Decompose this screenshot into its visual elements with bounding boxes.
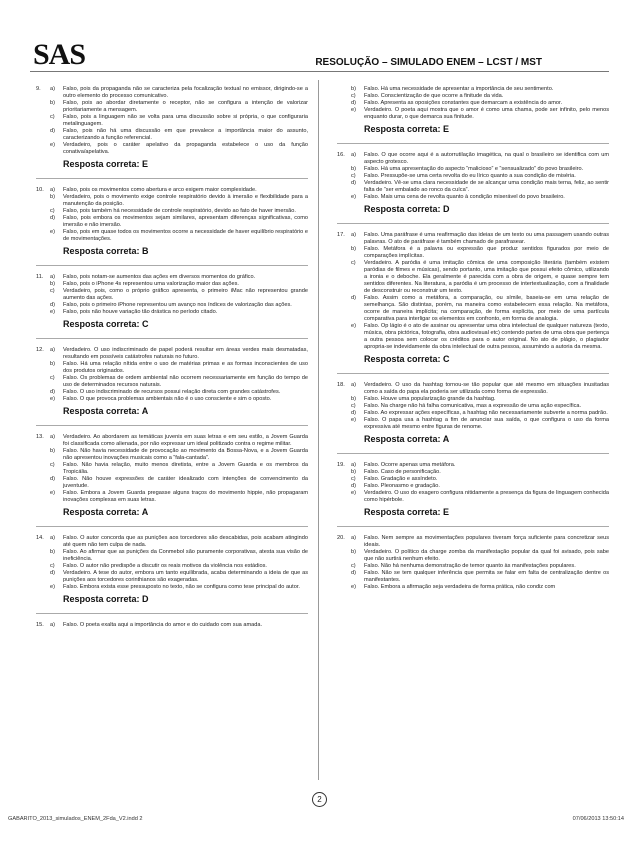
question-number xyxy=(337,410,351,417)
option-letter: b) xyxy=(50,361,55,367)
option-text: Falso. Caso de personificação. xyxy=(364,469,441,475)
option-text: Falso. Metáfora é a palavra ou expressão que produz sentidos figurados por meio de comparações implícitas. xyxy=(364,246,609,259)
question-number xyxy=(36,128,50,142)
answer-option xyxy=(36,563,308,570)
footer-timestamp: 07/06/2013 13:50:14 xyxy=(572,816,624,822)
footer-filename: GABARITO_2013_simulados_ENEM_2Fda_V2.indd 2 xyxy=(8,816,143,822)
option-text: Falso. Ocorre apenas uma metáfora. xyxy=(364,462,456,468)
answer-option xyxy=(337,180,609,194)
option-text: Falso, pois notam-se aumentos das ações em diversos momentos do gráfico. xyxy=(63,274,256,280)
question-block xyxy=(36,86,308,170)
question-block xyxy=(337,86,609,135)
question-number: 15. xyxy=(36,622,44,628)
option-text: Falso. Não havia necessidade de provocação ao movimento da Bossa-Nova, e a Jovem Guarda não apresentou inovações musicais como a “fala-cantada”. xyxy=(63,448,308,461)
question-number xyxy=(337,584,351,591)
question-block xyxy=(36,434,308,518)
question-block xyxy=(337,462,609,518)
answer-option xyxy=(337,295,609,323)
option-letter: e) xyxy=(50,229,55,235)
question-number: 10. xyxy=(36,187,44,193)
option-letter: c) xyxy=(351,403,356,409)
question-number: 16. xyxy=(337,152,345,158)
question-number xyxy=(36,389,50,396)
option-letter: c) xyxy=(351,173,356,179)
question-number xyxy=(337,490,351,504)
question-separator xyxy=(337,373,609,374)
question-block xyxy=(36,187,308,257)
option-text: Falso. Nem sempre as movimentações populares tiveram força suficiente para concretizar seus ideais. xyxy=(364,535,609,548)
answer-option xyxy=(337,535,609,549)
answer-option xyxy=(337,323,609,351)
option-text: Falso. Os problemas de ordem ambiental não ocorrem necessariamente em função do tempo de uso de determinados recursos naturais. xyxy=(63,375,308,388)
answer-option xyxy=(337,462,609,469)
question-block xyxy=(36,274,308,330)
answer-option xyxy=(36,389,308,396)
question-number: 20. xyxy=(337,535,345,541)
answer-option xyxy=(337,166,609,173)
correct-answer: Resposta correta: E xyxy=(364,507,450,517)
option-text: Falso. Uma paráfrase é uma reafirmação das ideias de um texto ou uma passagem usando outras palavras. O ato de paráfrase é também chamado de parafrasear. xyxy=(364,232,609,245)
question-block xyxy=(337,232,609,365)
question-number xyxy=(337,396,351,403)
option-letter: a) xyxy=(50,622,55,628)
option-letter: a) xyxy=(351,462,356,468)
correct-answer: Resposta correta: C xyxy=(364,354,450,364)
option-letter: a) xyxy=(50,347,55,353)
answer-option xyxy=(36,229,308,243)
option-letter: d) xyxy=(351,180,356,186)
option-letter: b) xyxy=(351,166,356,172)
answer-option xyxy=(36,194,308,208)
option-text: Falso. O papa usa a hashtag a fim de anunciar sua saída, o que configura o uso da forma expressiva até mesmo entre figuras de renome. xyxy=(364,417,609,430)
option-text: Falso. Embora exista esse pressuposto no texto, não se configura como tese principal do autor. xyxy=(63,584,300,590)
answer-option xyxy=(36,281,308,288)
option-letter: c) xyxy=(50,288,55,294)
option-letter: e) xyxy=(351,323,356,329)
question-number xyxy=(337,295,351,323)
option-letter: b) xyxy=(50,100,55,106)
question-number xyxy=(337,549,351,563)
answer-option xyxy=(36,535,308,549)
option-letter: a) xyxy=(50,86,55,92)
question-number xyxy=(337,417,351,431)
answer-option xyxy=(337,100,609,107)
answer-option xyxy=(36,86,308,100)
correct-answer: Resposta correta: E xyxy=(364,124,450,134)
question-number xyxy=(337,173,351,180)
option-letter: c) xyxy=(351,260,356,266)
question-number xyxy=(337,107,351,121)
question-number xyxy=(337,476,351,483)
option-letter: e) xyxy=(351,417,356,423)
option-text: Falso. Há uma apresentação do aspecto “malicioso” e “sensualizado” do povo brasileiro. xyxy=(364,166,584,172)
answer-option xyxy=(36,309,308,316)
page-number: 2 xyxy=(312,792,327,807)
option-text: Verdadeiro. O poeta aqui mostra que o amor é como uma chama, pode ser infinito, pelo menos enquanto durar, o que demarca sua finitude. xyxy=(364,107,609,120)
option-text: Falso. O que provoca problemas ambientais não é o uso consciente e sim o oposto. xyxy=(63,396,272,402)
question-number xyxy=(36,396,50,403)
answer-option xyxy=(337,476,609,483)
question-number xyxy=(36,570,50,584)
answer-option xyxy=(337,152,609,166)
option-text: Falso. Conscientização de que ocorre a finitude da vida. xyxy=(364,93,504,99)
question-number xyxy=(36,100,50,114)
answer-option xyxy=(337,469,609,476)
option-text: Falso, pois da propaganda não se caracteriza pela focalização textual no emissor, dirigindo-se a outro elemento do processo comunicativo. xyxy=(63,86,308,99)
answer-option xyxy=(36,114,308,128)
question-number xyxy=(36,563,50,570)
option-letter: b) xyxy=(351,246,356,252)
question-number xyxy=(36,194,50,208)
question-number: 19. xyxy=(337,462,345,468)
answer-option xyxy=(337,410,609,417)
answer-option xyxy=(36,622,308,629)
option-text: Falso. Houve uma popularização grande da hashtag. xyxy=(364,396,496,402)
answer-option xyxy=(36,396,308,403)
logo: SAS xyxy=(33,38,86,71)
answer-option xyxy=(337,584,609,591)
option-text: Falso. Há uma necessidade de apresentar a importância de seu sentimento. xyxy=(364,86,554,92)
option-letter: a) xyxy=(351,152,356,158)
question-number: 13. xyxy=(36,434,44,440)
question-number xyxy=(337,469,351,476)
question-number: 9. xyxy=(36,86,41,92)
question-number: 17. xyxy=(337,232,345,238)
page-title: RESOLUÇÃO – SIMULADO ENEM – LCST / MST xyxy=(315,57,542,68)
correct-answer: Resposta correta: A xyxy=(364,434,450,444)
question-number: 18. xyxy=(337,382,345,388)
question-block xyxy=(36,535,308,605)
option-letter: e) xyxy=(50,584,55,590)
question-number xyxy=(36,476,50,490)
option-letter: c) xyxy=(50,208,55,214)
option-letter: e) xyxy=(50,490,55,496)
option-text: Falso. O que ocorre aqui é a autorrutilação imagética, na qual o brasileiro se identifica com um aspecto grotesco. xyxy=(364,152,609,165)
answer-option xyxy=(36,434,308,448)
correct-answer: Resposta correta: B xyxy=(63,246,149,256)
question-number: 14. xyxy=(36,535,44,541)
question-separator xyxy=(337,143,609,144)
question-separator xyxy=(337,223,609,224)
option-letter: e) xyxy=(50,309,55,315)
answer-option xyxy=(36,187,308,194)
option-text: Verdadeiro, pois o caráter apelativo da propaganda estabelece o uso da função conativa/apelativa. xyxy=(63,142,308,155)
question-number xyxy=(36,215,50,229)
correct-answer: Resposta correta: D xyxy=(63,594,149,604)
option-text: Falso. Não se tem qualquer inferência que permita se falar em falta de centralização dentre os manifestantes. xyxy=(364,570,609,583)
question-separator xyxy=(36,265,308,266)
question-block xyxy=(337,152,609,215)
option-letter: b) xyxy=(50,194,55,200)
option-text: Falso. Na charge não há falha comunicativa, mas a expressão de uma ação específica. xyxy=(364,403,582,409)
answer-option xyxy=(36,361,308,375)
option-text: Verdadeiro. A paródia é uma imitação cômica de uma composição literária (também existem paródias de filmes e músicas), sendo portanto, uma imitação que possui efeito cômico, utilizando a ironia e o deboche. Ela geralmente é parecida com a obra de origem, e quase sempre tem sentidos diferentes. Na literatura, a paródia é um processo de intertextualização, com a finalidade de desconstruir ou reconstruir um texto. xyxy=(364,260,609,294)
question-separator xyxy=(36,425,308,426)
question-separator xyxy=(337,453,609,454)
right-column xyxy=(337,86,609,591)
option-letter: b) xyxy=(351,86,356,92)
answer-option xyxy=(337,93,609,100)
option-letter: d) xyxy=(351,410,356,416)
option-text: Verdadeiro. O uso do exagero configura nitidamente a presença da figura de linguagem conhecida como hipérbole. xyxy=(364,490,609,503)
option-text: Falso. O poeta exalta aqui a importância do amor e do cuidado com sua amada. xyxy=(63,622,263,628)
option-text: Falso. Apresenta as oposições constantes que demarcam a existência do amor. xyxy=(364,100,563,106)
answer-option xyxy=(36,128,308,142)
left-column xyxy=(36,86,308,629)
option-letter: b) xyxy=(50,549,55,555)
option-letter: a) xyxy=(50,535,55,541)
option-letter: d) xyxy=(50,389,55,395)
question-number xyxy=(36,309,50,316)
option-text: Falso. Embora a afirmação seja verdadeira de forma prática, não condiz com xyxy=(364,584,556,590)
answer-option xyxy=(337,382,609,396)
column-divider xyxy=(318,80,319,780)
question-number xyxy=(36,229,50,243)
answer-option xyxy=(36,584,308,591)
question-number xyxy=(337,483,351,490)
option-letter: d) xyxy=(50,476,55,482)
question-number xyxy=(337,86,351,93)
option-text: Falso. Assim como a metáfora, a comparação, ou símile, baseia-se em uma relação de semelhança. São distintas, porém, na maneira como estabelecem essa relação. Na metáfora, ocorre de maneira implícita; na comparação, de forma explícita, por meio de uma partícula comparativa para interligar os elementos em confronto, em forma de analogia. xyxy=(364,295,609,322)
option-letter: c) xyxy=(351,476,356,482)
question-number xyxy=(337,260,351,295)
option-letter: d) xyxy=(50,302,55,308)
option-text: Falso. O autor não predispõe a discutir os reais motivos da violência nos estádios. xyxy=(63,563,267,569)
option-letter: d) xyxy=(50,570,55,576)
answer-option xyxy=(337,563,609,570)
option-letter: e) xyxy=(351,490,356,496)
answer-option xyxy=(337,86,609,93)
option-letter: c) xyxy=(351,93,356,99)
option-letter: e) xyxy=(50,142,55,148)
option-letter: c) xyxy=(50,462,55,468)
option-letter: a) xyxy=(50,187,55,193)
option-text: Falso, pois o primeiro iPhone representou um avanço nos índices de valorização das ações. xyxy=(63,302,292,308)
answer-option xyxy=(337,490,609,504)
option-letter: e) xyxy=(351,194,356,200)
question-number xyxy=(337,323,351,351)
option-text: Falso, pois também há necessidade de controle respiratório, devido ao fato de haver imersão. xyxy=(63,208,296,214)
question-number xyxy=(36,288,50,302)
question-number: 12. xyxy=(36,347,44,353)
question-separator xyxy=(36,338,308,339)
option-letter: a) xyxy=(50,434,55,440)
correct-answer: Resposta correta: A xyxy=(63,507,149,517)
answer-option xyxy=(337,570,609,584)
option-text: Falso. Embora a Jovem Guarda pregasse alguns traços do movimento hippie, não propagaram inovações complexas em suas letras. xyxy=(63,490,308,503)
correct-answer: Resposta correta: D xyxy=(364,204,450,214)
option-letter: d) xyxy=(50,128,55,134)
question-number xyxy=(36,462,50,476)
option-text: Falso. Pleonasmo e gradação. xyxy=(364,483,440,489)
option-text: Falso. Gradação e assíndeto. xyxy=(364,476,438,482)
question-number xyxy=(36,281,50,288)
answer-option xyxy=(337,396,609,403)
option-letter: a) xyxy=(351,232,356,238)
option-text: Falso, pois ao abordar diretamente o receptor, não se configura a intenção de valorizar prioritariamente a mensagem. xyxy=(63,100,308,113)
option-letter: b) xyxy=(351,549,356,555)
option-text: Falso. Não havia relação, muito menos diretista, entre a Jovem Guarda e os membros da Tropicália. xyxy=(63,462,308,475)
option-text: Falso. Pressupõe-se uma certa revolta do eu lírico quanto a sua condição de miséria. xyxy=(364,173,576,179)
question-number xyxy=(36,142,50,156)
answer-option xyxy=(36,142,308,156)
correct-answer: Resposta correta: E xyxy=(63,159,149,169)
option-text: Falso. Ao expressar ações específicas, a hashtag não necessariamente subverte a norma padrão. xyxy=(364,410,608,416)
answer-option xyxy=(36,476,308,490)
option-letter: e) xyxy=(50,396,55,402)
answer-option xyxy=(36,490,308,504)
answer-option xyxy=(36,208,308,215)
answer-option xyxy=(36,288,308,302)
option-text: Falso. Mais uma cena de revolta quanto à condição miserável do povo brasileiro. xyxy=(364,194,565,200)
question-separator xyxy=(36,178,308,179)
correct-answer: Resposta correta: A xyxy=(63,406,149,416)
option-text: Falso, pois em quase todos os movimentos ocorre a necessidade de haver equilíbrio respiratório e de movimentações. xyxy=(63,229,308,242)
question-number xyxy=(36,584,50,591)
answer-option xyxy=(337,232,609,246)
question-number xyxy=(36,114,50,128)
question-number xyxy=(337,246,351,260)
question-block xyxy=(36,347,308,417)
option-text: Verdadeiro, pois, como o próprio gráfico apresenta, o primeiro iMac não representou grande aumento das ações. xyxy=(63,288,308,301)
option-text: Verdadeiro. O uso da hashtag tornou-se tão popular que até mesmo em situações inusitadas como a saída do papa ela poderia ser utilizada como forma de expressão. xyxy=(364,382,609,395)
option-text: Verdadeiro. Vê-se uma clara necessidade de se alcançar uma condição mais terna, feliz, ao sentir falta de “ser embalado ao ronco da cuíca”. xyxy=(364,180,609,193)
option-letter: d) xyxy=(351,483,356,489)
question-number xyxy=(337,93,351,100)
question-separator xyxy=(36,526,308,527)
answer-option xyxy=(337,173,609,180)
option-text: Verdadeiro. A tese do autor, embora um tanto equilibrada, acaba determinando a ideia de que as punições aos torcedores corinthianos são exageradas. xyxy=(63,570,308,583)
option-letter: c) xyxy=(50,563,55,569)
option-text: Falso. Não há nenhuma demonstração de temor quanto às manifestações populares. xyxy=(364,563,576,569)
answer-option xyxy=(36,448,308,462)
answer-option xyxy=(337,260,609,295)
option-text: Falso. Há uma relação nítida entre o uso de matérias primas e as formas inconscientes de uso dos produtos originados. xyxy=(63,361,308,374)
question-block xyxy=(337,382,609,445)
question-number xyxy=(36,490,50,504)
option-text: Falso, pois os movimentos como abertura e arco exigem maior complexidade. xyxy=(63,187,257,193)
option-letter: d) xyxy=(351,570,356,576)
option-text: Falso, pois embora os movimentos sejam similares, apresentam diferenças significativas, como imersão e não imersão. xyxy=(63,215,308,228)
answer-option xyxy=(337,417,609,431)
option-letter: c) xyxy=(351,563,356,569)
option-text: Verdadeiro. Ao abordarem as temáticas juvenis em suas letras e em seu estilo, a Jovem Guarda foi classificada como alienada, por não expressar um ideal politizado contra o regime militar. xyxy=(63,434,308,447)
question-number xyxy=(337,403,351,410)
question-number: 11. xyxy=(36,274,44,280)
question-number xyxy=(337,166,351,173)
option-letter: d) xyxy=(351,295,356,301)
question-number xyxy=(36,302,50,309)
option-text: Falso. Não houve expressões de caráter idealizado com intenções de convencimento da juventude. xyxy=(63,476,308,489)
option-text: Falso. Ao afirmar que as punições da Conmebol são puramente corporativas, atesta sua visão de ineficiência. xyxy=(63,549,308,562)
correct-answer: Resposta correta: C xyxy=(63,319,149,329)
answer-option xyxy=(337,194,609,201)
option-letter: e) xyxy=(351,584,356,590)
question-number xyxy=(337,180,351,194)
option-text: Verdadeiro. O político da charge zomba da manifestação popular da qual foi avisado, pois sabe que não surtirá nenhum efeito. xyxy=(364,549,609,562)
answer-option xyxy=(36,100,308,114)
option-text: Verdadeiro, pois o movimento exige controle respiratório devido à imersão e flexibilidade para a manutenção da posição. xyxy=(63,194,308,207)
option-letter: d) xyxy=(50,215,55,221)
question-separator xyxy=(36,613,308,614)
option-text: Falso, pois não houve variação tão drástica no período citado. xyxy=(63,309,218,315)
answer-option xyxy=(36,462,308,476)
option-text: Verdadeiro. O uso indiscriminado de papel poderá resultar em áreas verdes mais desmatadas, resultando em possíveis catástrofes naturais no futuro. xyxy=(63,347,308,360)
header-divider xyxy=(30,71,609,72)
option-text: Falso. Op lágio é o ato de assinar ou apresentar uma obra intelectual de qualquer natureza (texto, música, obra pictórica, fotografia, obra audiovisual etc) contendo partes de uma obra que pertença a outra pessoa sem colocar os créditos para o autor original. No ato de plágio, o plagiador apropria-se indevidamente da obra intelectual de outra pessoa, assumindo a autoria da mesma. xyxy=(364,323,609,350)
option-letter: e) xyxy=(351,107,356,113)
question-number xyxy=(36,549,50,563)
option-text: Falso. O autor concorda que as punições aos torcedores são descabidas, pois acabam atingindo até quem não tem culpa de nada. xyxy=(63,535,308,548)
answer-option xyxy=(36,375,308,389)
answer-option xyxy=(337,483,609,490)
option-letter: b) xyxy=(50,448,55,454)
question-block xyxy=(337,535,609,591)
option-text: Falso, pois o iPhone 4s representou uma valorização maior das ações. xyxy=(63,281,239,287)
option-letter: a) xyxy=(351,382,356,388)
answer-option xyxy=(36,570,308,584)
question-number xyxy=(36,208,50,215)
question-block xyxy=(36,622,308,629)
answer-option xyxy=(36,302,308,309)
option-letter: a) xyxy=(50,274,55,280)
option-letter: a) xyxy=(351,535,356,541)
option-letter: c) xyxy=(50,114,55,120)
option-letter: c) xyxy=(50,375,55,381)
option-text: Falso, pois não há uma discussão em que prevalece a importância maior do assunto, caracterizando a função referencial. xyxy=(63,128,308,141)
question-number xyxy=(337,563,351,570)
question-number xyxy=(337,100,351,107)
option-text: Falso. O uso indiscriminado de recursos possui relação direta com grandes catástrofes. xyxy=(63,389,281,395)
question-number xyxy=(36,448,50,462)
option-text: Falso, pois a linguagem não se volta para uma discussão sobre si própria, o que configuraria metalinguagem. xyxy=(63,114,308,127)
option-letter: b) xyxy=(351,469,356,475)
question-number xyxy=(36,375,50,389)
question-number xyxy=(337,570,351,584)
answer-option xyxy=(337,549,609,563)
answer-option xyxy=(36,347,308,361)
question-number xyxy=(36,361,50,375)
option-letter: b) xyxy=(50,281,55,287)
option-letter: d) xyxy=(351,100,356,106)
answer-option xyxy=(36,274,308,281)
answer-option xyxy=(337,246,609,260)
answer-option xyxy=(36,549,308,563)
option-letter: b) xyxy=(351,396,356,402)
answer-option xyxy=(337,403,609,410)
answer-option xyxy=(337,107,609,121)
answer-option xyxy=(36,215,308,229)
question-separator xyxy=(337,526,609,527)
question-number xyxy=(337,194,351,201)
